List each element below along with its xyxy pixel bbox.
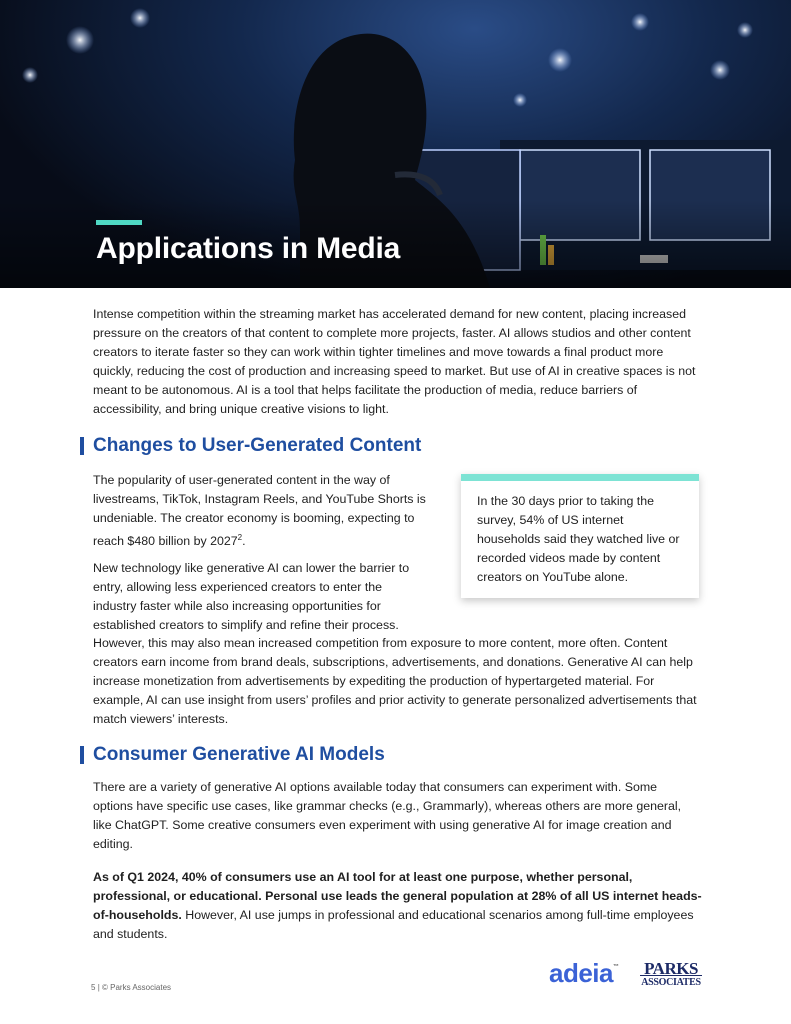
adeia-logo: [549, 958, 619, 989]
footnote-ref: 2: [237, 533, 243, 542]
parks-logo-line2: ASSOCIATES: [641, 977, 701, 988]
section-heading-text: Consumer Generative AI Models: [93, 744, 385, 765]
ugc-paragraph-2: New technology like generative AI can lower the barrier to entry, allowing less experienced creators to enter the industry faster while also increasing opportunities for established creators to simplify and refine their process.: [93, 561, 410, 632]
consumer-ai-stat-rest: However, AI use jumps in professional and educational scenarios among full-time employees and students.: [93, 908, 694, 941]
consumer-ai-paragraph-2: [93, 868, 705, 944]
footer-copyright: © Parks Associates: [102, 983, 172, 992]
consumer-ai-stat-bold: As of Q1 2024, 40% of consumers use an AI tool for at least one purpose, whether personal, professional, or educational. Personal use leads the general population at 28% of all US internet heads-of-households.: [93, 870, 702, 922]
page-footer: [91, 983, 171, 992]
ugc-paragraph-1-text: The popularity of user-generated content in the way of livestreams, TikTok, Instagram Reels, and YouTube Shorts is undeniable. The creator economy is booming, expecting to reach $480 billion by 2027: [93, 473, 426, 549]
title-accent-bar: [96, 220, 142, 225]
callout-text: In the 30 days prior to taking the survey, 54% of US internet households said they watched live or recorded videos made by content creators on YouTube alone.: [477, 494, 680, 584]
ugc-paragraph-3: However, this may also mean increased competition from exposure to more content, more often. Content creators earn income from brand deals, subscriptions, advertisements, and donations. Generative AI can help increase monetization from advertisements by expediting the production of hypertargeted material. For example, AI can use insight from users’ profiles and prior activity to generate personalized advertisements that match viewers’ interests.: [93, 636, 697, 726]
ugc-paragraph-1: [93, 471, 438, 551]
section-heading-user-generated: [80, 435, 421, 457]
page-title: Applications in Media: [96, 232, 401, 265]
hero-banner: [0, 0, 791, 288]
footer-separator: |: [97, 983, 100, 992]
callout-accent-bar: [461, 474, 699, 481]
parks-logo-line1: PARKS: [644, 959, 698, 978]
page-number: 5: [91, 983, 96, 992]
heading-bar-icon: [80, 437, 84, 455]
ugc-paragraph-1-end: .: [242, 534, 246, 549]
adeia-trademark: ™: [613, 964, 619, 970]
stat-callout-box: [461, 474, 699, 598]
section-heading-text: Changes to User-Generated Content: [93, 435, 422, 456]
parks-associates-logo: [640, 959, 702, 989]
consumer-ai-paragraph-1: There are a variety of generative AI options available today that consumers can experiment with. Some options have specific use cases, like grammar checks (e.g., Grammarly), whereas others are more general, like ChatGPT. Some creative consumers even experiment with using generative AI for image creation and editing.: [93, 780, 682, 851]
adeia-logo-text: adeia: [549, 958, 613, 988]
heading-bar-icon: [80, 746, 84, 764]
section-heading-consumer-ai: [80, 744, 385, 766]
intro-paragraph: Intense competition within the streaming market has accelerated demand for new content, placing increased pressure on the creators of that content to complete more projects, faster. AI allows studios and other content creators to iterate faster so they can work within tighter timelines and move towards a final product more quickly, reducing the cost of production and increasing speed to market. But use of AI in creative spaces is not meant to be autonomous. AI is a tool that helps facilitate the production of media, reduce barriers of accessibility, and bring unique creative visions to light.: [93, 307, 696, 416]
